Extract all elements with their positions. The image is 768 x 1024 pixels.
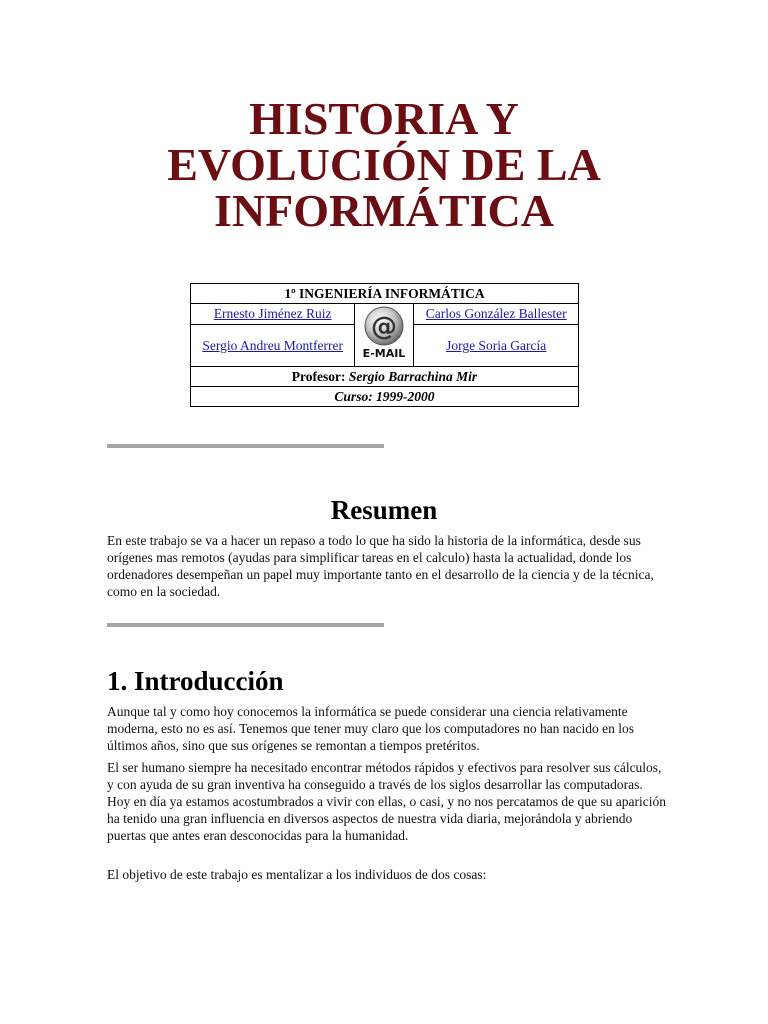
introduccion-heading: 1. Introducción	[107, 666, 284, 696]
author-cell	[414, 304, 579, 325]
degree-header: 1º INGENIERÍA INFORMÁTICA	[191, 284, 579, 304]
authors-table	[190, 283, 579, 407]
title-line-2: EVOLUCIÓN DE LA	[167, 139, 601, 190]
email-icon	[356, 304, 412, 362]
intro-paragraph-3: El objetivo de este trabajo es mentalizar a los individuos de dos cosas:	[107, 867, 487, 882]
author-link-ernesto[interactable]: Ernesto Jiménez Ruiz	[213, 306, 332, 322]
professor-name: Sergio Barrachina Mir	[348, 368, 478, 384]
title-line-3: INFORMÁTICA	[214, 185, 554, 236]
author-cell	[191, 325, 355, 367]
course-text: Curso: 1999-2000	[334, 388, 435, 404]
author-link-jorge[interactable]: Jorge Soria García	[446, 337, 547, 353]
email-logo-text: E-MAIL	[363, 347, 406, 360]
author-cell	[191, 304, 355, 325]
author-cell	[414, 325, 579, 367]
author-link-carlos[interactable]: Carlos González Ballester	[425, 306, 567, 322]
professor-row	[191, 367, 579, 387]
professor-label: Profesor:	[291, 368, 346, 384]
horizontal-rule	[107, 623, 384, 627]
horizontal-rule	[107, 444, 384, 448]
document-title	[84, 93, 684, 236]
course-row	[191, 387, 579, 407]
intro-paragraph-1: Aunque tal y como hoy conocemos la informática se puede considerar una ciencia relativamente moderna, esto no es así. Tenemos que tener muy claro que los computadores no han nacido en los últimos años, sino que sus orígenes se remontan a tiempos pretéritos.	[107, 704, 635, 753]
resumen-paragraph: En este trabajo se va a hacer un repaso a todo lo que ha sido la historia de la informática, desde sus orígenes mas remotos (ayudas para simplificar tareas en el calculo) hasta la actualidad, donde los ordenadores desempeñan un papel muy importante tanto en el desarrollo de la ciencia y de la técnica, como en la sociedad.	[107, 533, 654, 599]
resumen-heading: Resumen	[330, 495, 438, 525]
author-link-sergio[interactable]: Sergio Andreu Montferrer	[202, 337, 344, 353]
title-line-1: HISTORIA Y	[249, 93, 519, 144]
email-logo-cell	[355, 304, 414, 367]
svg-text:@: @	[371, 312, 398, 342]
intro-paragraph-2: El ser humano siempre ha necesitado encontrar métodos rápidos y efectivos para resolver sus cálculos, y con ayuda de su gran inventiva ha conseguido a través de los siglos desarrollar las computadoras. Hoy en día ya estamos acostumbrados a vivir con ellas, o casi, y no nos percatamos de que su aparición ha tenido una gran influencia en diversos aspectos de nuestra vida diaria, mejorándola y abriendo puertas que antes eran desconocidas para la humanidad.	[107, 760, 666, 843]
